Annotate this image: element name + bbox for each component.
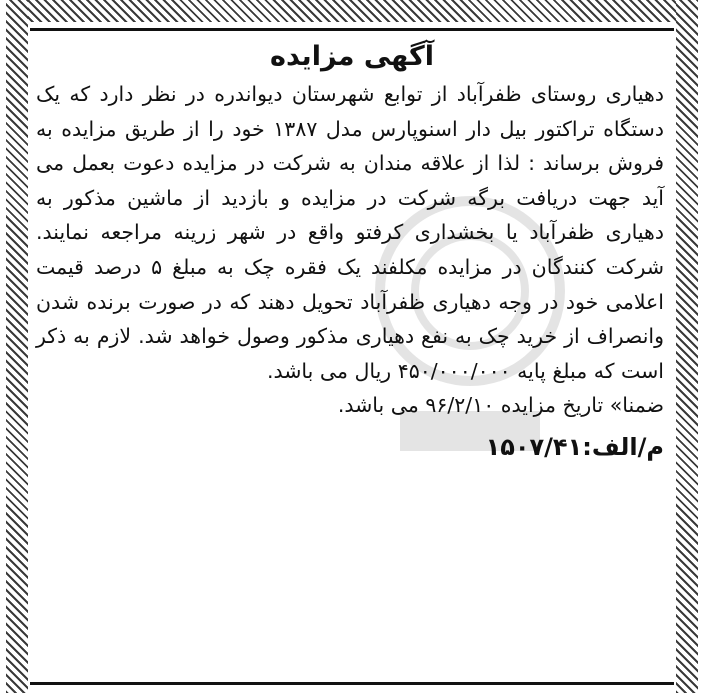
notice-title: آگهی مزایده [270,41,434,72]
bottom-rule [30,682,674,685]
notice-footnote: ضمنا» تاریخ مزایده ۹۶/۲/۱۰ می باشد. [337,393,664,418]
notice-content [30,28,674,693]
hatched-border-right [676,0,698,693]
hatched-border-top [6,0,698,22]
hatched-border-left [6,0,28,693]
notice-body: دهیاری روستای ظفرآباد از توابع شهرستان دیواندره در نظر دارد که یک دستگاه تراکتور بیل دار اسنوپارس مدل ۱۳۸۷ خود را از طریق مزایده به فروش برساند : لذا از علاقه مندان به شرکت در مزایده دعوت بعمل می آید جهت دریافت برگه شرکت در مزایده و بازدید از ماشین مذکور به دهیاری ظفرآباد یا بخشداری کرفتو واقع در شهر زرینه مراجعه نمایند. شرکت کنندگان در مزایده مکلفند یک فقره چک به مبلغ ۵ درصد قیمت اعلامی خود در وجه دهیاری ظفرآباد تحویل دهند که در صورت برنده شدن وانصراف از خرید چک به نفع دهیاری مذکور وصول خواهد شد. لازم به ذکر است که مبلغ پایه ۴۵۰/۰۰۰/۰۰۰ ریال می باشد. [36,82,664,383]
notice-reference-number: م/الف:۱۵۰۷/۴۱ [485,432,664,461]
